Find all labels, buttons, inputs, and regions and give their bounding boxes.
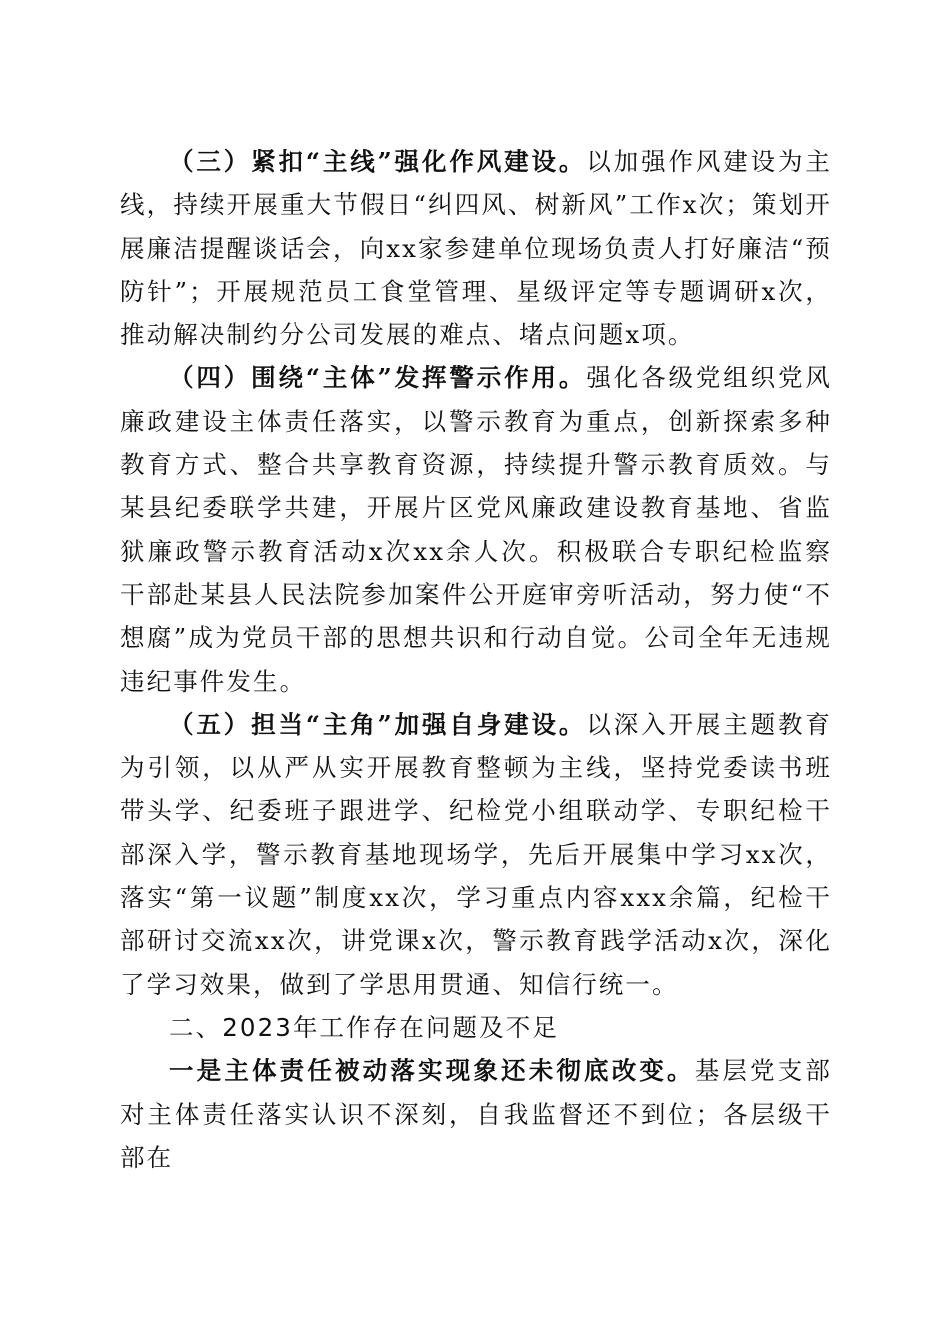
- paragraph-text: 强化各级党组织党风廉政建设主体责任落实，以警示教育为重点，创新探索多种教育方式、整合共享教育资源，持续提升警示教育质效。与某县纪委联学共建，开展片区党风廉政建设教育基地、省监狱廉政警示教育活动x次xx余人次。积极联合专职纪检监察干部赴某县人民法院参加案件公开庭审旁听活动，努力使“不想腐”成为党员干部的思想共识和行动自觉。公司全年无违规违纪事件发生。: [120, 363, 832, 696]
- paragraph-self-building: [120, 703, 832, 1006]
- paragraph-work-style: [120, 140, 832, 356]
- paragraph-warning-education: [120, 356, 832, 702]
- paragraph-lead: （三）紧扣“主线”强化作风建设。: [169, 147, 587, 176]
- paragraph-lead: 一是主体责任被动落实现象还未彻底改变。: [169, 1056, 695, 1086]
- paragraph-problem-one: [120, 1049, 832, 1179]
- paragraph-lead: （五）担当“主角”加强自身建设。: [169, 709, 587, 739]
- paragraph-text: 以加强作风建设为主线，持续开展重大节假日“纠四风、树新风”工作x次；策划开展廉洁提醒谈话会，向xx家参建单位现场负责人打好廉洁“预防针”；开展规范员工食堂管理、星级评定等专题调研x次，推动解决制约分公司发展的难点、堵点问题x项。: [120, 147, 832, 350]
- section-heading: 二、2023年工作存在问题及不足: [169, 1012, 559, 1042]
- paragraph-text: 基层党支部对主体责任落实认识不深刻，自我监督还不到位；各层级干部在: [120, 1056, 832, 1172]
- paragraph-text: 以深入开展主题教育为引领，以从严从实开展教育整顿为主线，坚持党委读书班带头学、纪委班子跟进学、纪检党小组联动学、专职纪检干部深入学，警示教育基地现场学，先后开展集中学习xx次，落实“第一议题”制度xx次，学习重点内容xxx余篇，纪检干部研讨交流xx次，讲党课x次，警示教育践学活动x次，深化了学习效果，做到了学思用贯通、知信行统一。: [120, 709, 832, 999]
- document-body: [120, 140, 832, 1179]
- paragraph-lead: （四）围绕“主体”发挥警示作用。: [169, 363, 587, 393]
